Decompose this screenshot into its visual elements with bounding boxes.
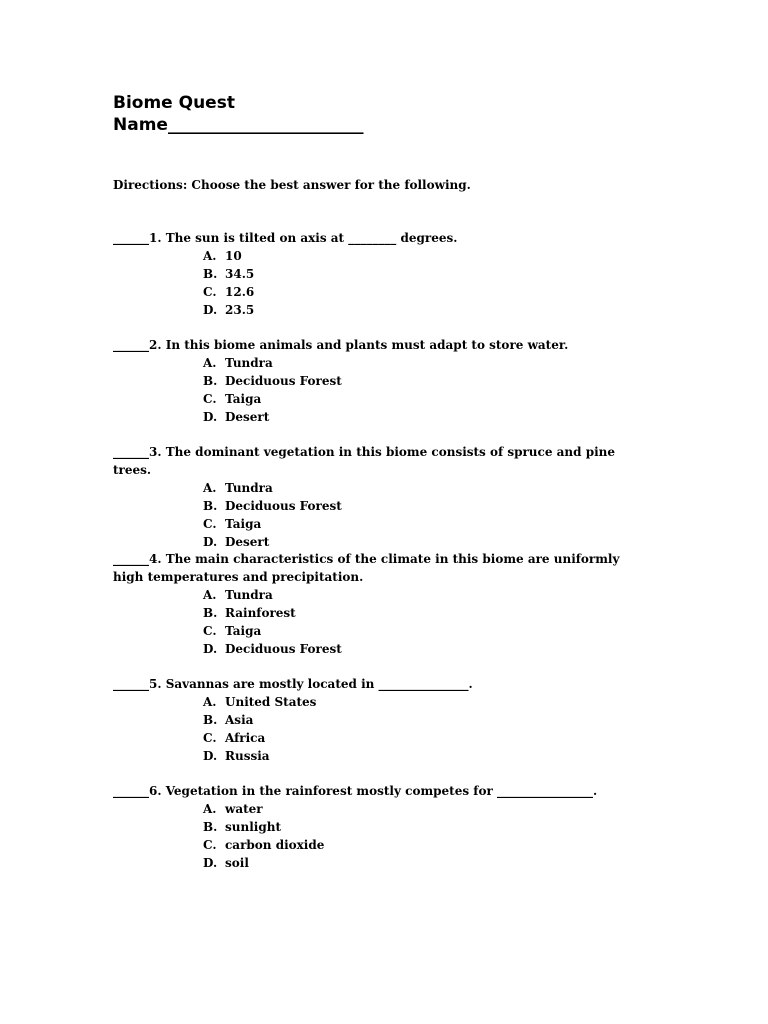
choice-letter: D. — [203, 410, 218, 424]
choice-text: 10 — [225, 249, 242, 263]
choice-letter: A. — [203, 249, 217, 263]
choice-letter: B. — [203, 374, 218, 388]
choice-letter: B. — [203, 820, 218, 834]
choice-text: Deciduous Forest — [225, 642, 342, 656]
question-3-choice-b — [203, 497, 673, 515]
choice-letter: C. — [203, 517, 217, 531]
choice-text: Deciduous Forest — [225, 499, 342, 513]
choice-text: carbon dioxide — [225, 838, 325, 852]
question-4-choices — [113, 586, 673, 658]
choice-text: Asia — [225, 713, 254, 727]
question-6-choice-c — [203, 836, 673, 854]
choice-letter: B. — [203, 606, 218, 620]
choice-text: 34.5 — [225, 267, 255, 281]
question-1-prompt: ______1. The sun is tilted on axis at ________ degrees. — [113, 231, 458, 245]
choice-text: Rainforest — [225, 606, 296, 620]
question-5-choice-d — [203, 747, 673, 765]
question-1-choice-d — [203, 301, 673, 319]
question-1 — [113, 229, 673, 319]
choice-text: Taiga — [225, 517, 262, 531]
choice-letter: B. — [203, 499, 218, 513]
choice-letter: D. — [203, 303, 218, 317]
question-6-choices — [113, 800, 673, 872]
question-1-choices — [113, 247, 673, 319]
choice-text: Tundra — [225, 588, 273, 602]
question-1-choice-c — [203, 283, 673, 301]
choice-text: sunlight — [225, 820, 281, 834]
choice-text: United States — [225, 695, 317, 709]
question-6-prompt: ______6. Vegetation in the rainforest mostly competes for ________________. — [113, 784, 598, 798]
choice-text: 12.6 — [225, 285, 255, 299]
question-4-choice-c — [203, 622, 673, 640]
question-6-choice-d — [203, 854, 673, 872]
question-4-choice-b — [203, 604, 673, 622]
question-2 — [113, 336, 673, 426]
question-4-choice-d — [203, 640, 673, 658]
question-2-choices — [113, 354, 673, 426]
question-3-prompt: ______3. The dominant vegetation in this biome consists of spruce and pine trees. — [113, 445, 616, 477]
choice-letter: C. — [203, 838, 217, 852]
choice-text: Tundra — [225, 356, 273, 370]
choice-text: Russia — [225, 749, 270, 763]
question-5-choices — [113, 693, 673, 765]
choice-letter: C. — [203, 624, 217, 638]
question-3 — [113, 443, 673, 551]
choice-letter: D. — [203, 856, 218, 870]
question-3-choice-d — [203, 533, 673, 551]
question-2-choice-c — [203, 390, 673, 408]
choice-text: Desert — [225, 410, 270, 424]
question-1-choice-b — [203, 265, 673, 283]
choice-text: Deciduous Forest — [225, 374, 342, 388]
page-title: Biome Quest — [113, 93, 235, 113]
choice-letter: C. — [203, 731, 217, 745]
choice-text: 23.5 — [225, 303, 255, 317]
choice-text: soil — [225, 856, 249, 870]
question-2-choice-b — [203, 372, 673, 390]
question-5-choice-c — [203, 729, 673, 747]
choice-text: Desert — [225, 535, 270, 549]
question-3-choice-a — [203, 479, 673, 497]
question-3-choices — [113, 479, 673, 551]
choice-letter: A. — [203, 588, 217, 602]
choice-letter: D. — [203, 642, 218, 656]
question-2-prompt: ______2. In this biome animals and plants must adapt to store water. — [113, 338, 569, 352]
question-5-choice-b — [203, 711, 673, 729]
choice-letter: D. — [203, 749, 218, 763]
choice-letter: B. — [203, 713, 218, 727]
choice-letter: C. — [203, 392, 217, 406]
question-6 — [113, 782, 673, 872]
student-name-line: Name_______________________ — [113, 115, 364, 135]
question-4-choice-a — [203, 586, 673, 604]
question-5-choice-a — [203, 693, 673, 711]
choice-text: Taiga — [225, 624, 262, 638]
question-2-choice-d — [203, 408, 673, 426]
choice-text: Tundra — [225, 481, 273, 495]
choice-letter: A. — [203, 802, 217, 816]
choice-letter: A. — [203, 356, 217, 370]
directions-text: Directions: Choose the best answer for the following. — [113, 178, 471, 192]
question-4-prompt: ______4. The main characteristics of the climate in this biome are uniformly high temperatures and precipitation. — [113, 552, 620, 584]
question-4 — [113, 550, 673, 658]
question-3-choice-c — [203, 515, 673, 533]
question-5 — [113, 675, 673, 765]
question-5-prompt: ______5. Savannas are mostly located in _______________. — [113, 677, 473, 691]
question-1-choice-a — [203, 247, 673, 265]
choice-letter: D. — [203, 535, 218, 549]
choice-text: Africa — [225, 731, 266, 745]
choice-text: Taiga — [225, 392, 262, 406]
question-6-choice-b — [203, 818, 673, 836]
choice-text: water — [225, 802, 263, 816]
question-2-choice-a — [203, 354, 673, 372]
question-6-choice-a — [203, 800, 673, 818]
choice-letter: B. — [203, 267, 218, 281]
choice-letter: A. — [203, 695, 217, 709]
choice-letter: C. — [203, 285, 217, 299]
choice-letter: A. — [203, 481, 217, 495]
